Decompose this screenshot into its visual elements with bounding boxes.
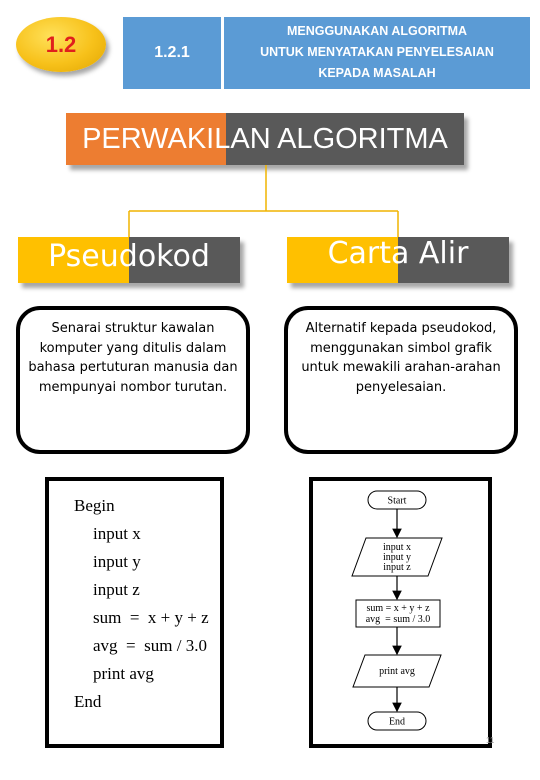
section-title-line-3: KEPADA MASALAH	[318, 66, 436, 80]
pseudocode-line-end: End	[74, 692, 102, 711]
pseudocode-line-sum: sum = x + y + z	[93, 608, 209, 627]
pseudocode-line-input-x: input x	[93, 524, 141, 543]
flowchart-input-line-3: input z	[383, 562, 411, 573]
flowchart-process-line-1: sum = x + y + z	[366, 603, 430, 614]
section-code: 1.2.1	[154, 44, 190, 61]
flowchart-input-line-2: input y	[382, 552, 412, 563]
pseudokod-description: Senarai struktur kawalan komputer yang ditulis dalam bahasa pertuturan manusia dan mempunyai nombor turutan.	[28, 321, 238, 395]
main-heading: PERWAKILAN ALGORITMA	[82, 123, 448, 155]
flowchart-start-label: Start	[387, 495, 407, 507]
flowchart-output-label: print avg	[379, 666, 415, 677]
carta-alir-heading: Carta Alir	[327, 236, 469, 271]
flowchart-process-line-2: avg = sum / 3.0	[365, 614, 431, 625]
page-number: 11	[486, 736, 495, 745]
section-title-line-2: UNTUK MENYATAKAN PENYELESAIAN	[260, 45, 494, 59]
pseudocode-line-input-z: input z	[93, 580, 140, 599]
flowchart-diagram	[309, 477, 495, 748]
flowchart-input-line-1: input x	[382, 542, 412, 553]
carta-alir-description: Alternatif kepada pseudokod, menggunakan simbol grafik untuk mewakili arahan-arahan penyelesaian.	[301, 321, 501, 395]
pseudokod-heading: Pseudokod	[48, 239, 210, 274]
section-badge-label: 1.2	[45, 32, 77, 57]
flowchart-end-label: End	[388, 716, 406, 728]
pseudocode-line-avg: avg = sum / 3.0	[93, 636, 207, 655]
pseudocode-line-input-y: input y	[93, 552, 141, 571]
pseudocode-line-print: print avg	[93, 664, 154, 683]
pseudocode-line-begin: Begin	[74, 496, 115, 515]
section-title-line-1: MENGGUNAKAN ALGORITMA	[286, 24, 468, 38]
